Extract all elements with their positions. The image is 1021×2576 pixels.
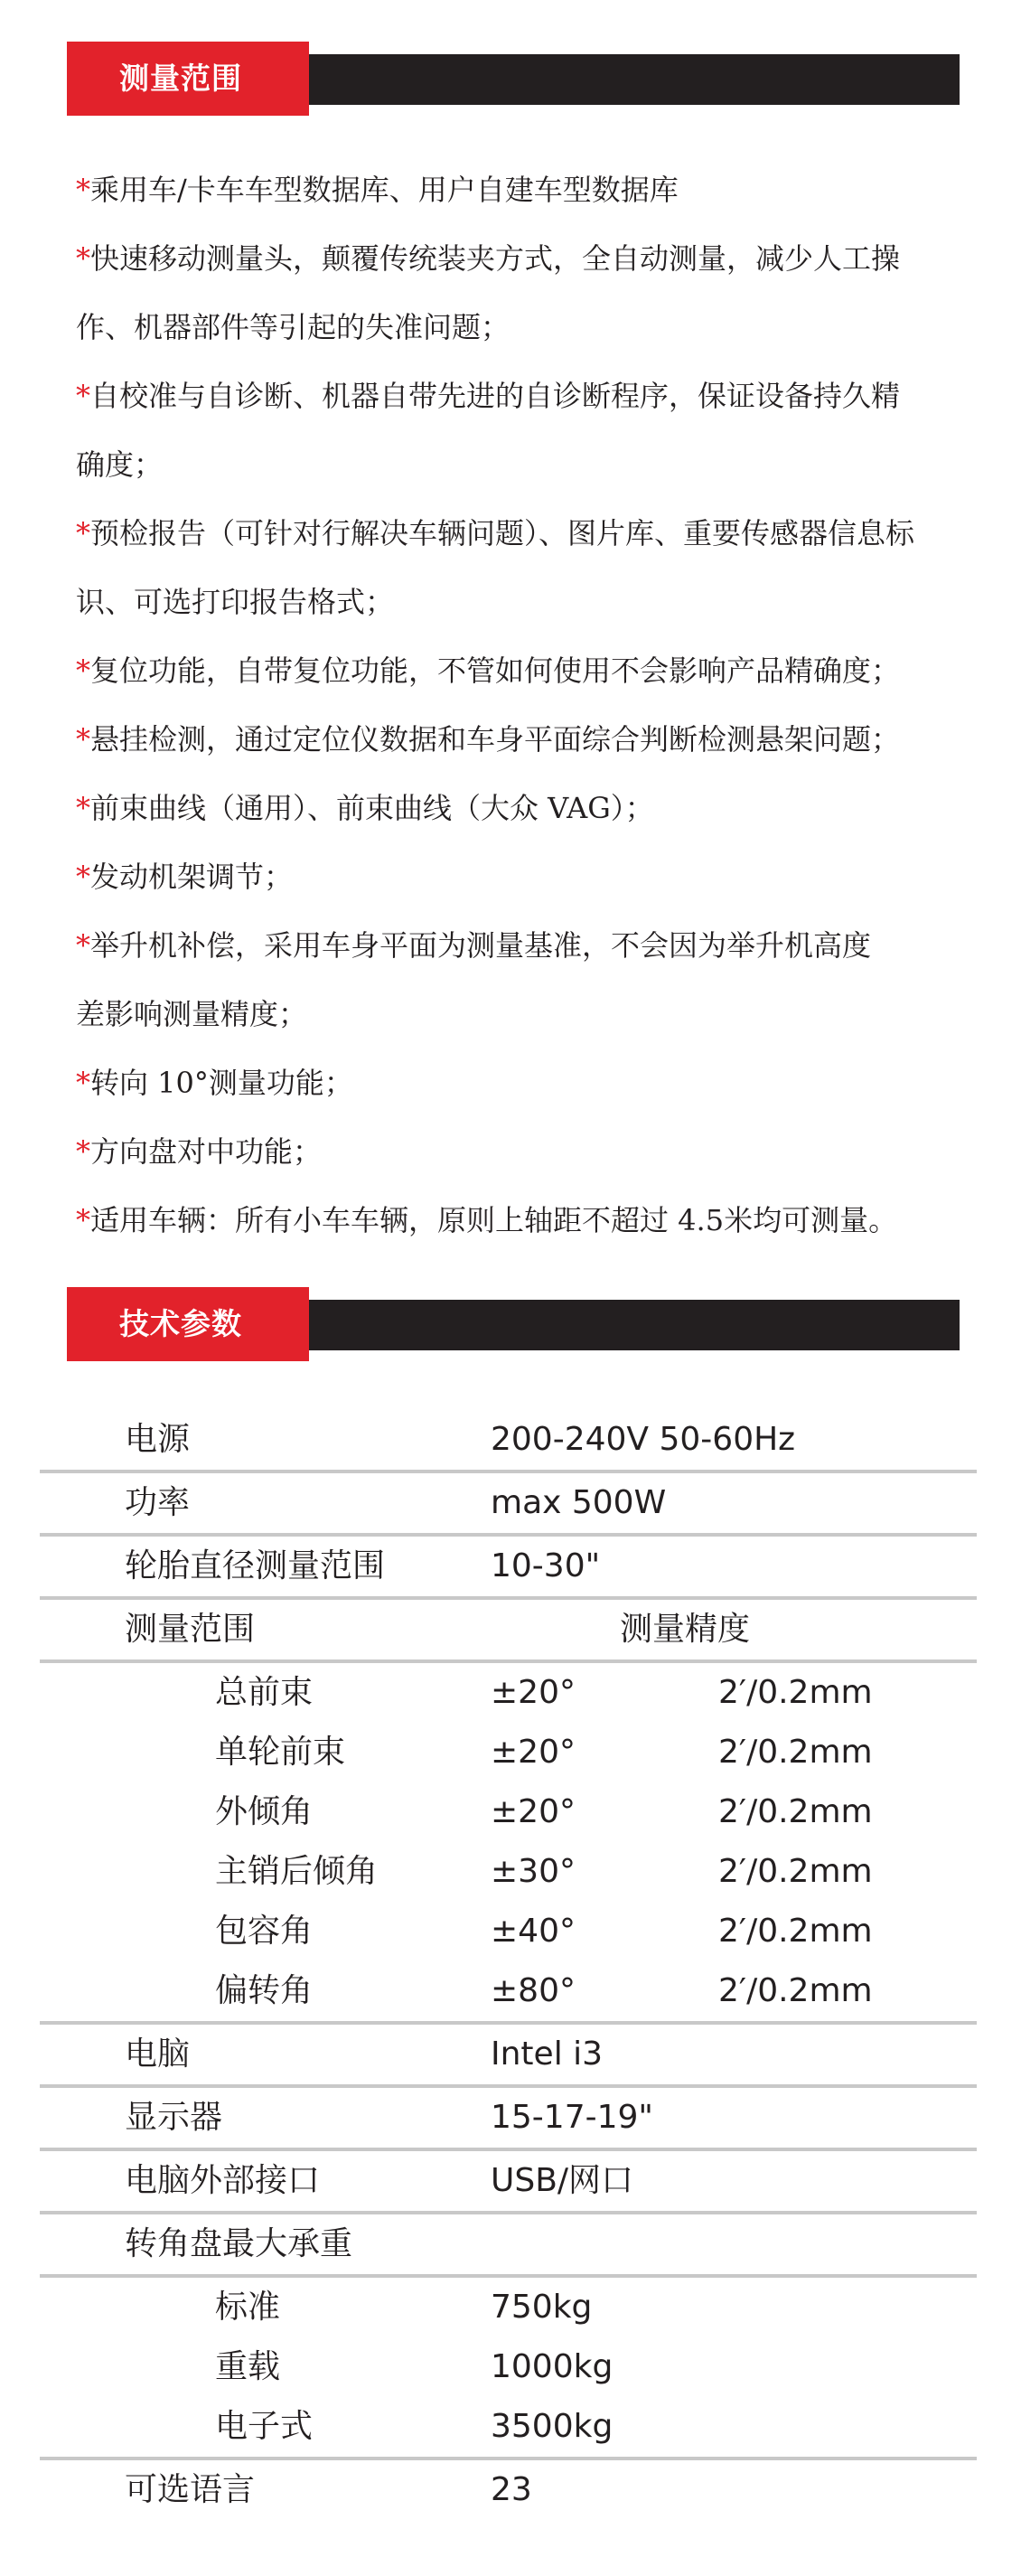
feature-text: 确度； — [76, 447, 164, 482]
spec-row — [0, 2460, 1021, 2520]
spec-value: max 500W — [491, 1484, 667, 1521]
spec-label: 主销后倾角 — [215, 1853, 379, 1890]
section-title: 测量范围 — [119, 61, 242, 96]
feature-line — [76, 568, 970, 636]
spec-label: 重载 — [215, 2348, 281, 2385]
spec-value: 15-17-19" — [491, 2099, 653, 2136]
feature-text: 识、可选打印报告格式； — [76, 585, 395, 619]
spec-row — [0, 1410, 1021, 1470]
spec-value: 750kg — [491, 2289, 593, 2326]
feature-text: 差影响测量精度； — [76, 997, 308, 1031]
feature-line — [76, 636, 970, 705]
spec-row — [0, 2214, 1021, 2274]
spec-label: 标准 — [215, 2289, 281, 2326]
spec-row — [0, 1723, 1021, 1782]
spec-header-row — [0, 1600, 1021, 1659]
spec-value: ±30° — [491, 1853, 576, 1890]
spec-row — [0, 2337, 1021, 2397]
feature-text: 发动机架调节； — [90, 860, 294, 894]
spec-row — [0, 1663, 1021, 1723]
section-header-measurement-range — [67, 42, 960, 96]
spec-label: 包容角 — [215, 1913, 314, 1950]
spec-row — [0, 2025, 1021, 2084]
feature-list — [76, 155, 970, 1255]
spec-label: 功率 — [125, 1484, 191, 1521]
spec-label: 单轮前束 — [215, 1734, 346, 1771]
spec-label: 电子式 — [215, 2408, 314, 2445]
spec-value: 3500kg — [491, 2408, 614, 2445]
spec-precision: 2′/0.2mm — [718, 1674, 873, 1711]
spec-value: ±20° — [491, 1734, 576, 1771]
feature-line — [76, 911, 970, 980]
feature-text: 举升机补偿，采用车身平面为测量基准，不会因为举升机高度 — [90, 928, 872, 963]
feature-text: 作、机器部件等引起的失准问题； — [76, 310, 510, 344]
feature-line — [76, 499, 970, 568]
spec-precision: 2′/0.2mm — [718, 1734, 873, 1771]
bullet-star: * — [76, 173, 90, 207]
feature-line — [76, 430, 970, 499]
bullet-star: * — [76, 928, 90, 963]
feature-line — [76, 1186, 970, 1255]
spec-label: 转角盘最大承重 — [125, 2225, 353, 2262]
spec-precision: 2′/0.2mm — [718, 1793, 873, 1830]
bullet-star: * — [76, 653, 90, 688]
feature-text: 复位功能，自带复位功能，不管如何使用不会影响产品精确度； — [90, 653, 901, 688]
spec-value: ±40° — [491, 1913, 576, 1950]
feature-text: 乘用车/卡车车型数据库、用户自建车型数据库 — [90, 173, 679, 207]
bullet-star: * — [76, 1066, 90, 1100]
spec-row — [0, 2151, 1021, 2211]
spec-row — [0, 2088, 1021, 2148]
bullet-star: * — [76, 516, 90, 550]
feature-text: 前束曲线（通用）、前束曲线（大众 VAG）； — [90, 791, 654, 825]
section-title: 技术参数 — [119, 1306, 242, 1341]
spec-value: ±20° — [491, 1793, 576, 1830]
feature-line — [76, 155, 970, 224]
spec-precision: 2′/0.2mm — [718, 1913, 873, 1950]
bullet-star: * — [76, 379, 90, 413]
spec-row — [0, 1473, 1021, 1533]
spec-row — [0, 1902, 1021, 1961]
spec-row — [0, 2397, 1021, 2457]
spec-row — [0, 1961, 1021, 2021]
spec-label: 偏转角 — [215, 1972, 314, 2009]
bullet-star: * — [76, 860, 90, 894]
spec-value: 测量精度 — [620, 1611, 751, 1648]
spec-value: 200-240V 50-60Hz — [491, 1421, 796, 1458]
spec-label: 电脑 — [125, 2035, 191, 2073]
spec-value: 1000kg — [491, 2348, 614, 2385]
spec-precision: 2′/0.2mm — [718, 1853, 873, 1890]
spec-value: ±20° — [491, 1674, 576, 1711]
spec-label: 电脑外部接口 — [125, 2162, 321, 2199]
bullet-star: * — [76, 722, 90, 757]
feature-line — [76, 224, 970, 293]
feature-text: 转向 10°测量功能； — [90, 1066, 353, 1100]
feature-line — [76, 1048, 970, 1117]
bullet-star: * — [76, 1203, 90, 1237]
spec-row — [0, 1782, 1021, 1842]
spec-label: 总前束 — [215, 1674, 314, 1711]
spec-value: Intel i3 — [491, 2035, 604, 2073]
feature-text: 方向盘对中功能； — [90, 1134, 323, 1169]
feature-text: 快速移动测量头，颠覆传统装夹方式，全自动测量，减少人工操 — [90, 241, 901, 276]
spec-value: 23 — [491, 2471, 532, 2508]
feature-text: 适用车辆：所有小车车辆，原则上轴距不超过 4.5米均可测量。 — [90, 1203, 898, 1237]
spec-label: 电源 — [125, 1421, 191, 1458]
feature-text: 自校准与自诊断、机器自带先进的自诊断程序，保证设备持久精 — [90, 379, 901, 413]
feature-line — [76, 362, 970, 430]
feature-line — [76, 980, 970, 1048]
feature-line — [76, 842, 970, 911]
spec-row — [0, 1842, 1021, 1902]
section-header-tech-params — [67, 1287, 960, 1341]
bullet-star: * — [76, 1134, 90, 1169]
spec-value: ±80° — [491, 1972, 576, 2009]
feature-line — [76, 293, 970, 362]
feature-text: 悬挂检测，通过定位仪数据和车身平面综合判断检测悬架问题； — [90, 722, 901, 757]
spec-row — [0, 1537, 1021, 1596]
spec-value: USB/网口 — [491, 2162, 634, 2199]
feature-line — [76, 705, 970, 774]
spec-label: 测量范围 — [125, 1611, 256, 1648]
spec-label: 轮胎直径测量范围 — [125, 1547, 386, 1584]
spec-label: 显示器 — [125, 2099, 223, 2136]
spec-row — [0, 2278, 1021, 2337]
feature-line — [76, 774, 970, 842]
spec-value: 10-30" — [491, 1547, 601, 1584]
spec-label: 可选语言 — [125, 2471, 256, 2508]
feature-line — [76, 1117, 970, 1186]
feature-text: 预检报告（可针对行解决车辆问题）、图片库、重要传感器信息标 — [90, 516, 915, 550]
spec-precision: 2′/0.2mm — [718, 1972, 873, 2009]
spec-table — [0, 1410, 1021, 2520]
spec-label: 外倾角 — [215, 1793, 314, 1830]
bullet-star: * — [76, 241, 90, 276]
bullet-star: * — [76, 791, 90, 825]
